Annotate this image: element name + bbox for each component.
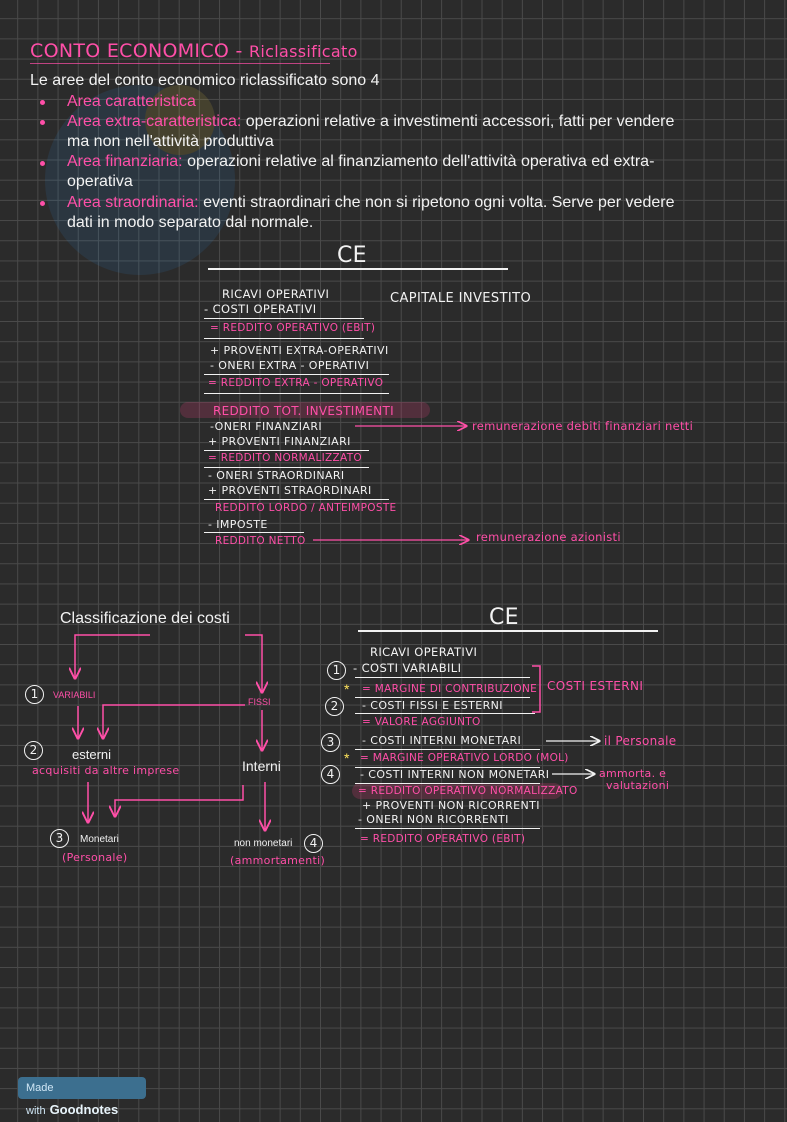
star-icon: * — [344, 681, 350, 697]
ce1-line: - ONERI STRAORDINARI — [208, 469, 345, 482]
ce2-line: + PROVENTI NON RICORRENTI — [362, 799, 540, 812]
area-name-2: Area extra-caratteristica: — [67, 113, 242, 130]
area-name-1: Area caratteristica — [67, 93, 196, 110]
goodnotes-badge: Made with Goodnotes — [18, 1077, 146, 1099]
ce2-line: = MARGINE OPERATIVO LORDO (MOL) — [360, 752, 569, 764]
ce1-line: = REDDITO OPERATIVO (EBIT) — [210, 322, 376, 334]
label-il-personale: il Personale — [604, 734, 677, 748]
ce1-line: - COSTI OPERATIVI — [204, 302, 317, 316]
label-monetari-note: (Personale) — [62, 851, 128, 864]
page-title: CONTO ECONOMICO - Riclassificato — [30, 40, 358, 62]
label-fissi: FISSI — [248, 697, 271, 707]
intro-text: Le aree del conto economico riclassificato sono 4 — [30, 72, 380, 89]
arrow-to-variabili — [75, 635, 150, 678]
star-icon: * — [344, 750, 350, 766]
label-valutazioni: valutazioni — [606, 779, 670, 792]
ce1-line: RICAVI OPERATIVI — [222, 287, 330, 301]
label-monetari: Monetari — [80, 834, 119, 845]
ce2-line: - ONERI NON RICORRENTI — [358, 813, 509, 826]
number-circle: 2 — [24, 741, 43, 760]
arrow-fissi-esterni — [103, 705, 245, 738]
area-desc-3: operazioni relative al finanziamento dell'attività operativa ed extra- — [187, 153, 655, 170]
note-debts: remunerazione debiti finanziari netti — [472, 419, 694, 433]
ce1-line: + PROVENTI STRAORDINARI — [208, 484, 372, 497]
area-desc-2-cont: ma non nell'attività produttiva — [67, 133, 274, 150]
label-variabili: VARIABILI — [53, 690, 96, 700]
ce1-side-label: CAPITALE INVESTITO — [390, 291, 532, 306]
ce2-line: - COSTI FISSI E ESTERNI — [362, 699, 503, 712]
ce2-line: - COSTI VARIABILI — [353, 661, 462, 675]
ce1-line: REDDITO NETTO — [215, 535, 306, 547]
area-name-4: Area straordinaria: — [67, 194, 199, 211]
ce1-line: + PROVENTI FINANZIARI — [208, 435, 351, 448]
number-circle: 4 — [304, 834, 323, 853]
ce2-line: RICAVI OPERATIVI — [370, 645, 478, 659]
classification-title: Classificazione dei costi — [60, 610, 230, 627]
ce1-line: = REDDITO EXTRA - OPERATIVO — [208, 377, 384, 389]
area-desc-3-cont: operativa — [67, 173, 133, 190]
ce1-line: REDDITO TOT. INVESTIMENTI — [213, 404, 394, 418]
ce2-title: CE — [489, 605, 519, 630]
ce1-line: - ONERI EXTRA - OPERATIVI — [210, 359, 370, 372]
ce2-line: = MARGINE DI CONTRIBUZIONE — [362, 683, 538, 695]
note-shareholders: remunerazione azionisti — [476, 530, 621, 544]
ce1-title: CE — [337, 243, 367, 268]
label-interni: Interni — [242, 758, 281, 774]
number-circle: 3 — [321, 733, 340, 752]
ce1-line: + PROVENTI EXTRA-OPERATIVI — [210, 344, 389, 357]
number-circle: 1 — [25, 685, 44, 704]
label-non-monetari: non monetari — [234, 838, 293, 849]
arrow-to-fissi — [245, 635, 262, 692]
label-costi-esterni: COSTI ESTERNI — [547, 679, 644, 693]
ce1-line: REDDITO LORDO / ANTEIMPOSTE — [215, 502, 397, 514]
ce1-line: -ONERI FINANZIARI — [210, 420, 323, 433]
ce2-line: = VALORE AGGIUNTO — [362, 716, 481, 728]
label-esterni-note: acquisiti da altre imprese — [32, 764, 180, 777]
ce2-line: - COSTI INTERNI NON MONETARI — [360, 768, 550, 781]
area-name-3: Area finanziaria: — [67, 153, 183, 170]
ce2-line: - COSTI INTERNI MONETARI — [362, 734, 522, 747]
area-desc-4-cont: dati in modo separato dal normale. — [67, 214, 314, 231]
ce1-line: = REDDITO NORMALIZZATO — [208, 452, 362, 464]
number-circle: 1 — [327, 661, 346, 680]
number-circle: 3 — [50, 829, 69, 848]
label-esterni: esterni — [72, 747, 112, 762]
area-desc-2: operazioni relative a investimenti accessori, fatti per vendere — [245, 113, 675, 130]
ce2-line: = REDDITO OPERATIVO NORMALIZZATO — [358, 785, 578, 797]
ce1-line: - IMPOSTE — [208, 518, 268, 531]
label-ammorta: ammorta. e — [599, 767, 667, 780]
number-circle: 2 — [325, 697, 344, 716]
ce2-line: = REDDITO OPERATIVO (EBIT) — [360, 833, 526, 845]
number-circle: 4 — [321, 765, 340, 784]
arrow-interni-monetari — [115, 785, 243, 816]
area-desc-4: eventi straordinari che non si ripetono ogni volta. Serve per vedere — [203, 194, 675, 211]
bracket-costi-esterni — [532, 666, 540, 712]
label-non-monetari-note: (ammortamenti) — [230, 854, 326, 867]
